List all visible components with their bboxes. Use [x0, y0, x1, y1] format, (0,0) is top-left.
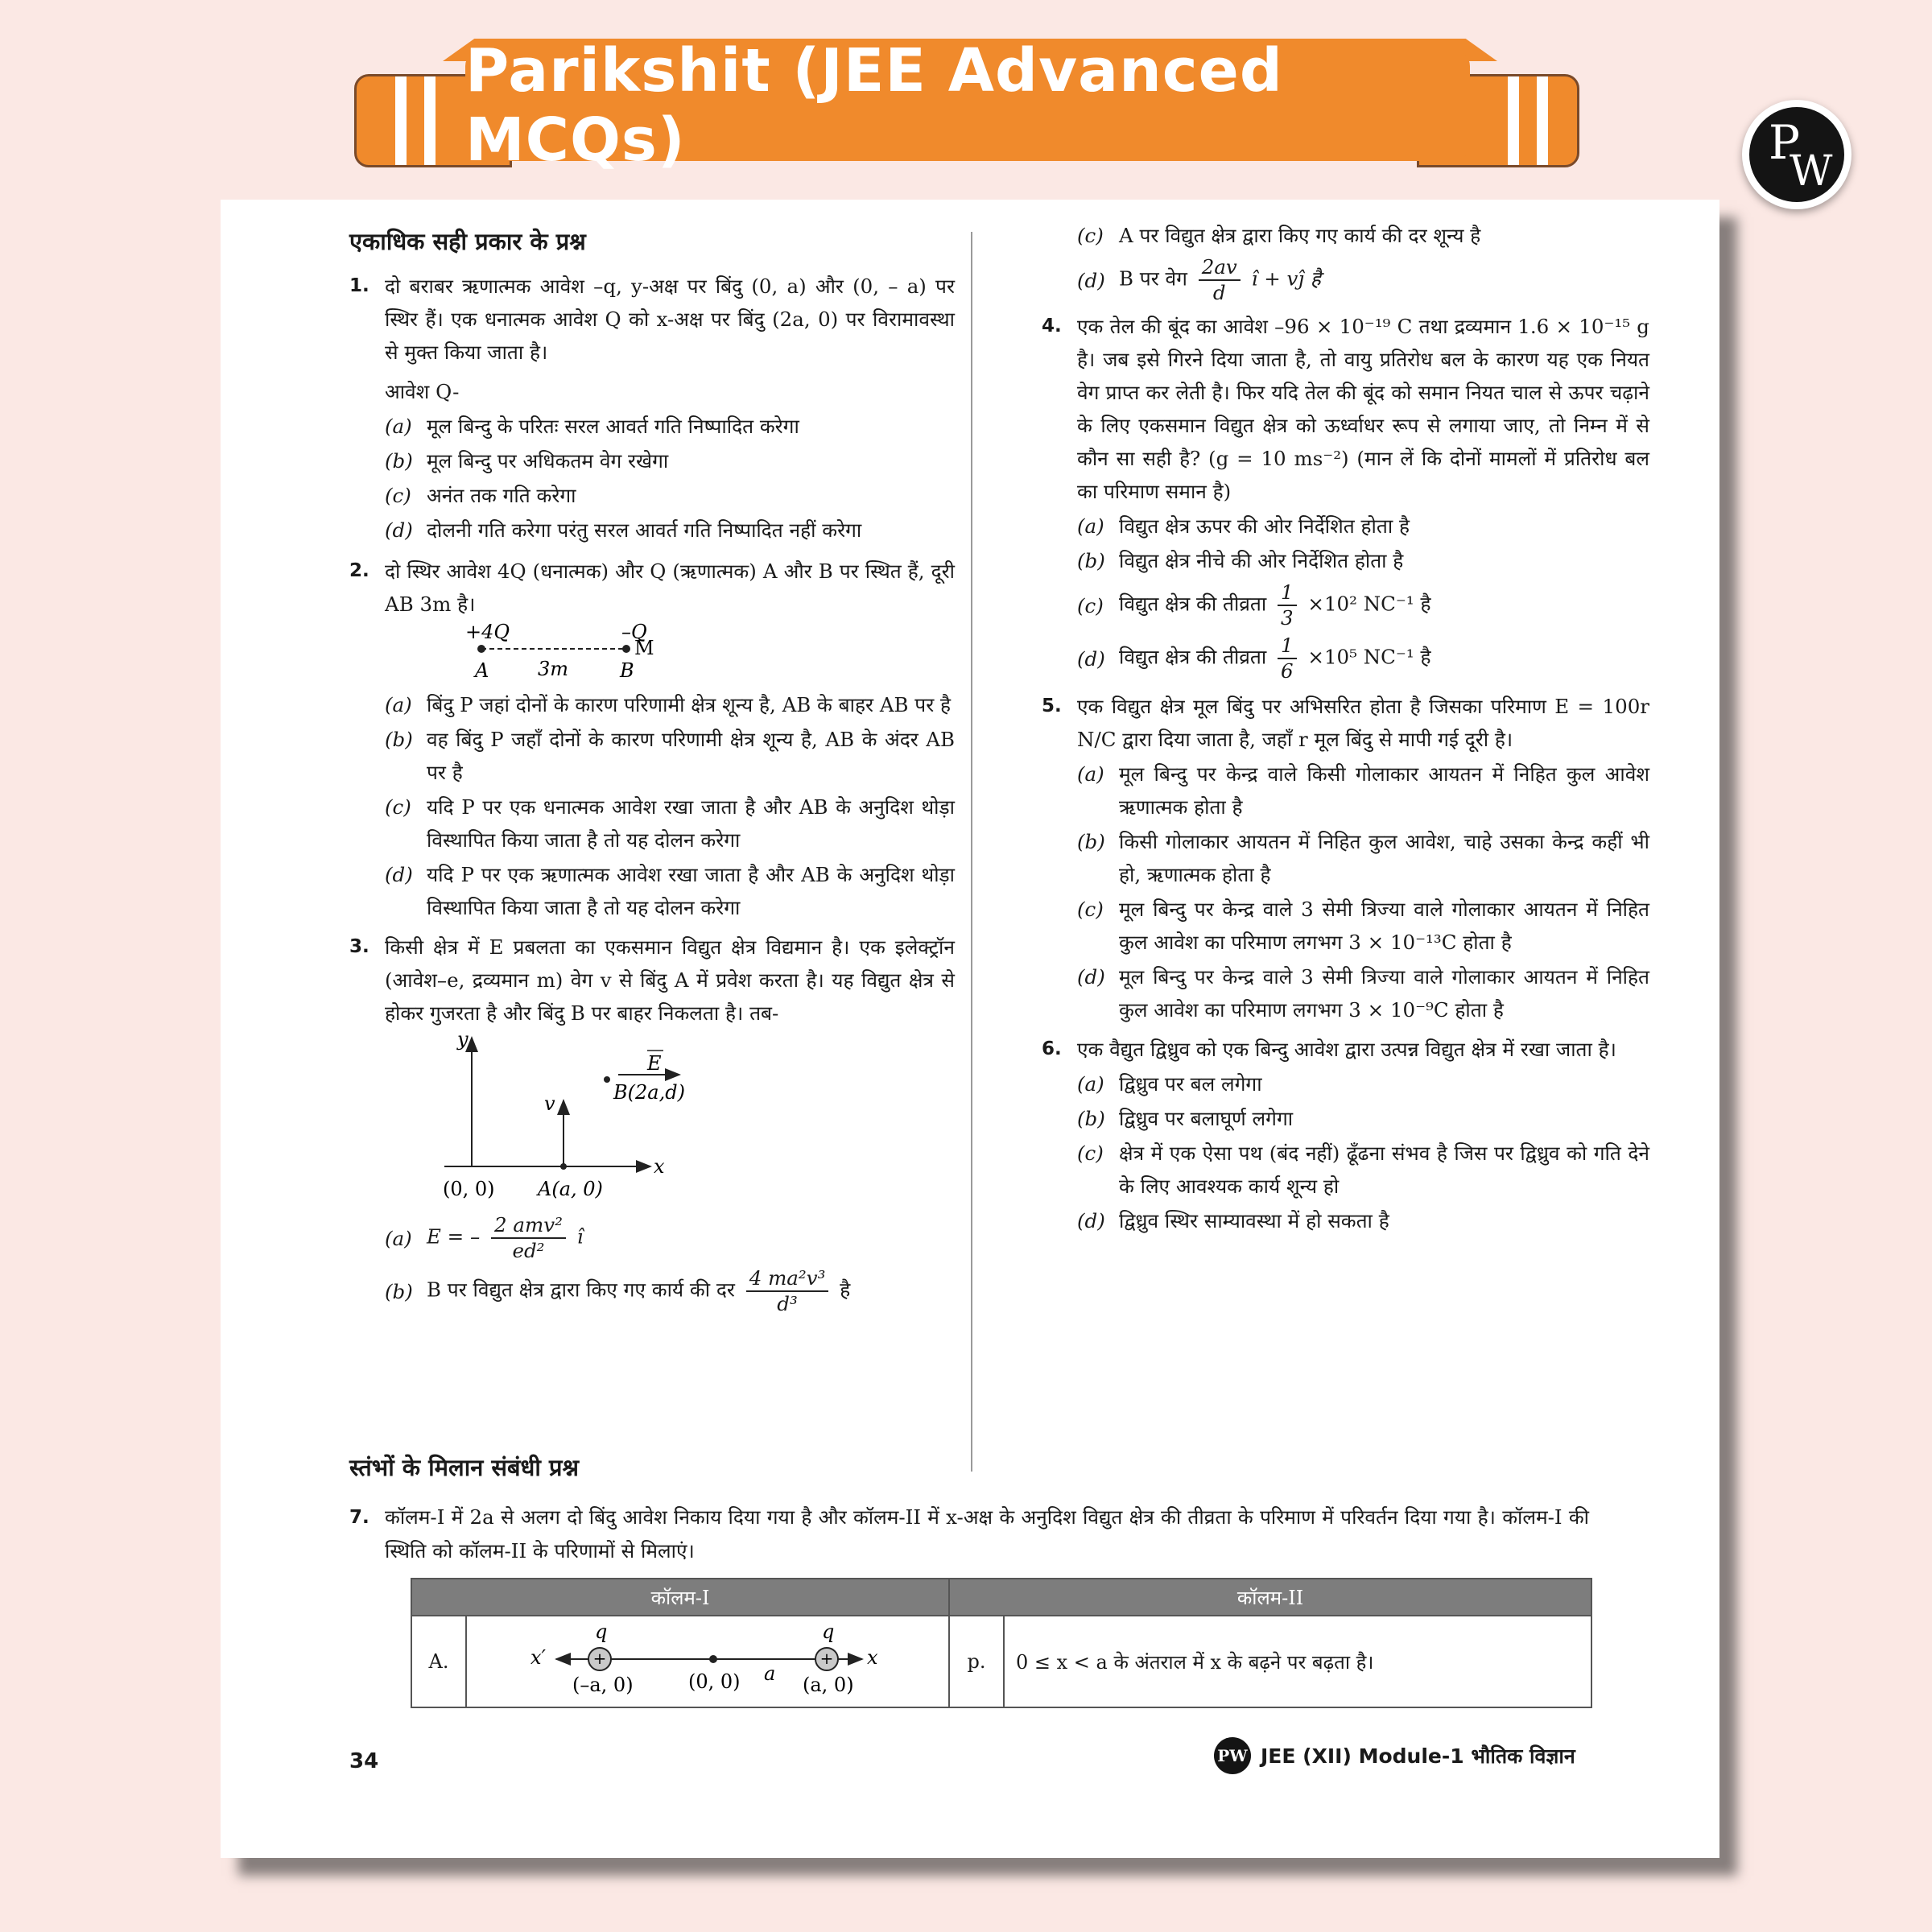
option-d-end: î + vĵ है — [1251, 266, 1321, 291]
option-label: (a) — [385, 415, 412, 438]
field-label: E — [647, 1052, 662, 1075]
charges-diagram — [385, 621, 955, 687]
option-text: दोलनी गति करेगा परंतु सरल आवर्त गति निष्पादित नहीं करेगा — [427, 518, 862, 542]
section-title-multiple-correct: एकाधिक सही प्रकार के प्रश्न — [349, 228, 586, 255]
charge-1-position: (–a, 0) — [572, 1674, 634, 1696]
right-column — [1042, 217, 1649, 1237]
option-c — [385, 791, 955, 857]
option-label: (a) — [1077, 1072, 1104, 1096]
footer-brand — [1214, 1737, 1575, 1774]
banner-stripe — [395, 76, 407, 165]
question-2 — [349, 555, 955, 621]
formula-lhs: E = – — [427, 1224, 481, 1249]
charge-1-label: q — [595, 1620, 608, 1643]
option-text: किसी गोलाकार आयतन में निहित कुल आवेश, चाहे उसका केन्द्र कहीं भी हो, ऋणात्मक होता है — [1119, 830, 1649, 886]
fraction-denominator: d — [1212, 281, 1226, 304]
m-label: M — [634, 637, 654, 659]
charge-1-sign: + — [592, 1649, 607, 1668]
option-label: (c) — [1077, 593, 1104, 617]
option-text: विद्युत क्षेत्र ऊपर की ओर निर्देशित होता है — [1119, 514, 1410, 538]
option-a — [385, 1213, 955, 1263]
option-c-text: विद्युत क्षेत्र की तीव्रता — [1119, 592, 1267, 616]
option-label: (d) — [1077, 268, 1105, 292]
option-d-text: विद्युत क्षेत्र की तीव्रता — [1119, 645, 1267, 669]
option-a — [385, 410, 955, 443]
option-text: मूल बिन्दु पर अधिकतम वेग रखेगा — [427, 449, 669, 473]
x-label: x — [867, 1646, 878, 1669]
question-number: 2. — [349, 560, 369, 581]
option-c — [1077, 1137, 1649, 1203]
y-axis-label: y — [457, 1030, 469, 1051]
option-label: (a) — [1077, 514, 1104, 538]
option-a — [1077, 1067, 1649, 1100]
option-text: मूल बिन्दु पर केन्द्र वाले किसी गोलाकार आयतन में निहित कुल आवेश ऋणात्मक होता है — [1119, 762, 1649, 819]
x-axis-label: x — [654, 1155, 665, 1178]
column-divider — [971, 232, 972, 1472]
charges-diagram-svg — [385, 621, 707, 687]
question-3 — [349, 931, 955, 1030]
option-b — [1077, 544, 1649, 577]
question-number: 3. — [349, 936, 369, 957]
option-b — [385, 723, 955, 789]
option-text: वह बिंदु P जहाँ दोनों के कारण परिणामी क्षेत्र शून्य है, AB के अंदर AB पर है — [427, 728, 955, 784]
question-text: एक तेल की बूंद का आवेश –96 × 10⁻¹⁹ C तथा द्रव्यमान 1.6 × 10⁻¹⁵ g है। जब इसे गिरने दिया जाता है, तो वायु प्रतिरोध बल के कारण यह एक नियत वेग प्राप्त कर लेती है। फिर यदि तेल की बूंद को समान नियत चाल से ऊपर चढ़ाने के लिए एकसमान विद्युत क्षेत्र को ऊर्ध्वाधर रूप से लगाया जाए, तो निम्न में से कौन सा सही है? (g = 10 ms⁻²) (मान लें कि दोनों मामलों में प्रतिरोध बल का परिमाण समान है) — [1077, 315, 1649, 503]
pw-logo-mark — [1749, 107, 1844, 202]
fraction-denominator: ed² — [512, 1239, 545, 1262]
charge-system-diagram — [468, 1617, 947, 1701]
table-row — [411, 1616, 1591, 1707]
question-text: कॉलम-I में 2a से अलग दो बिंदु आवेश निकाय दिया गया है और कॉलम-II में x-अक्ष के अनुदिश विद्युत क्षेत्र की तीव्रता के परिमाण में परिवर्तन दिया गया है। कॉलम-I की स्थिति को कॉलम-II के परिणामों से मिलाएं। — [385, 1505, 1589, 1563]
option-label: (d) — [1077, 965, 1105, 989]
question-text: दो स्थिर आवेश 4Q (धनात्मक) और Q (ऋणात्मक) A और B पर स्थित हैं, दूरी AB 3m है। — [385, 559, 955, 616]
option-text — [1119, 580, 1649, 630]
option-label: (c) — [1077, 224, 1104, 247]
fraction-numerator: 1 — [1278, 580, 1297, 606]
option-label: (a) — [385, 1226, 412, 1250]
point-a-dot — [560, 1163, 567, 1170]
option-text: द्विध्रुव पर बलाघूर्ण लगेगा — [1119, 1107, 1294, 1130]
option-d — [1077, 960, 1649, 1026]
field-diagram — [385, 1030, 955, 1208]
origin-position: (0, 0) — [688, 1670, 741, 1693]
column-1-cell — [466, 1616, 949, 1707]
option-text: विद्युत क्षेत्र नीचे की ओर निर्देशित होता है — [1119, 549, 1404, 572]
banner-stripe — [1508, 76, 1519, 165]
option-label: (b) — [1077, 830, 1105, 853]
question-number: 7. — [349, 1507, 369, 1528]
fraction — [1199, 255, 1241, 305]
right-charge-label: –Q — [621, 621, 647, 643]
option-label: (d) — [385, 863, 413, 886]
fraction-denominator: 3 — [1281, 606, 1294, 630]
left-column — [349, 225, 955, 1316]
option-label: (b) — [385, 449, 413, 473]
question-text: किसी क्षेत्र में E प्रबलता का एकसमान विद्युत क्षेत्र विद्यमान है। एक इलेक्ट्रॉन (आवेश–e, द्रव्यमान m) वेग v से बिंदु A में प्रवेश करता है। यह विद्युत क्षेत्र से होकर गुजरता है और बिंदु B पर बाहर निकलता है। तब- — [385, 935, 955, 1025]
banner-stripe — [1537, 76, 1548, 165]
option-label: (a) — [1077, 762, 1104, 786]
option-label: (b) — [385, 1279, 413, 1303]
option-label: (b) — [1077, 549, 1105, 572]
option-text — [1119, 255, 1649, 305]
option-label: (b) — [385, 728, 413, 751]
question-5 — [1042, 690, 1649, 756]
question-number: 1. — [349, 275, 369, 296]
point-b-dot — [622, 645, 630, 653]
option-label: (c) — [1077, 898, 1104, 921]
option-d-text: B पर वेग — [1119, 266, 1187, 291]
option-text: यदि P पर एक ऋणात्मक आवेश रखा जाता है और AB के अनुदिश थोड़ा विस्थापित किया जाता है तो यह दोलन करेगा — [427, 863, 955, 919]
question-number: 4. — [1042, 316, 1062, 336]
column-2-header: कॉलम-II — [949, 1579, 1591, 1616]
origin-label: (0, 0) — [443, 1178, 495, 1200]
option-c-end: ×10² NC⁻¹ है — [1307, 592, 1431, 616]
option-text — [1119, 634, 1649, 683]
point-b-label: B(2a,d) — [613, 1081, 685, 1104]
option-label: (d) — [1077, 646, 1105, 671]
option-text: मूल बिन्दु पर केन्द्र वाले 3 सेमी त्रिज्या वाले गोलाकार आयतन में निहित कुल आवेश का परिमाण लगभग 3 × 10⁻⁹C होता है — [1119, 965, 1649, 1022]
pw-logo-icon: PW — [1214, 1737, 1251, 1774]
charge-2-position: (a, 0) — [803, 1674, 854, 1696]
option-text: अनंत तक गति करेगा — [427, 484, 576, 507]
fraction-denominator: 6 — [1281, 659, 1294, 683]
option-label: (c) — [1077, 1141, 1104, 1165]
option-label: (c) — [385, 795, 411, 819]
question-text: एक वैद्युत द्विध्रुव को एक बिन्दु आवेश द्वारा उत्पन्न विद्युत क्षेत्र में रखा जाता है। — [1077, 1038, 1616, 1061]
fraction — [491, 1213, 566, 1263]
footer-brand-text: JEE (XII) Module-1 भौतिक विज्ञान — [1261, 1744, 1575, 1768]
option-text: क्षेत्र में एक ऐसा पथ (बंद नहीं) ढूँढना संभव है जिस पर द्विध्रुव को गति देने के लिए आवश्यक कार्य शून्य हो — [1119, 1141, 1649, 1198]
velocity-label: v — [544, 1092, 555, 1115]
point-b-dot — [604, 1076, 610, 1083]
banner — [465, 36, 1470, 175]
banner-title: Parikshit (JEE Advanced MCQs) — [465, 36, 1283, 175]
option-label: (d) — [1077, 1209, 1105, 1232]
distance-label: 3m — [538, 658, 569, 680]
point-a-dot — [477, 645, 485, 653]
option-b — [1077, 1102, 1649, 1135]
question-6 — [1042, 1033, 1649, 1066]
question-4 — [1042, 310, 1649, 508]
fraction — [1278, 634, 1297, 683]
option-label: (a) — [385, 693, 412, 716]
q3-option-d — [1077, 255, 1649, 305]
banner-stripe — [424, 76, 436, 165]
option-a — [1077, 758, 1649, 824]
row-label-p: p. — [949, 1616, 1004, 1707]
column-2-cell: 0 ≤ x < a के अंतराल में x के बढ़ने पर बढ़ता है। — [1004, 1616, 1591, 1707]
option-text: द्विध्रुव पर बल लगेगा — [1119, 1072, 1262, 1096]
origin-dot — [709, 1655, 717, 1663]
option-text: यदि P पर एक धनात्मक आवेश रखा जाता है और AB के अनुदिश थोड़ा विस्थापित किया जाता है तो यह दोलन करेगा — [427, 795, 955, 852]
field-diagram-svg — [385, 1030, 787, 1208]
option-c — [1077, 893, 1649, 959]
logo-letter-p: P — [1769, 115, 1801, 170]
charge-2-label: q — [822, 1620, 835, 1643]
book-page — [221, 200, 1719, 1858]
option-d — [1077, 1204, 1649, 1237]
question-number: 6. — [1042, 1038, 1062, 1059]
charge-2-sign: + — [819, 1649, 834, 1668]
option-a — [1077, 510, 1649, 543]
page-number: 34 — [349, 1749, 379, 1773]
question-number: 5. — [1042, 696, 1062, 716]
b-label: B — [620, 659, 634, 682]
option-label: (b) — [1077, 1107, 1105, 1130]
option-a — [385, 688, 955, 721]
fraction-numerator: 1 — [1278, 634, 1297, 659]
fraction — [746, 1266, 829, 1316]
option-b — [385, 1266, 955, 1316]
option-text: बिंदु P जहां दोनों के कारण परिणामी क्षेत्र शून्य है, AB के बाहर AB पर है — [427, 693, 952, 716]
fraction-denominator: d³ — [777, 1292, 798, 1315]
fraction-numerator: 2 amv² — [491, 1213, 566, 1239]
option-b — [385, 444, 955, 477]
unit-vector: î — [576, 1224, 584, 1249]
option-c — [385, 479, 955, 512]
option-d — [385, 858, 955, 924]
question-7 — [349, 1501, 1589, 1568]
option-d — [1077, 634, 1649, 683]
option-text — [427, 1213, 955, 1263]
option-b-end: है — [840, 1278, 851, 1302]
section-title-matching: स्तंभों के मिलान संबंधी प्रश्न — [349, 1454, 580, 1481]
option-b-text: B पर विद्युत क्षेत्र द्वारा किए गए कार्य की दर — [427, 1278, 735, 1302]
x-prime-label: x′ — [530, 1646, 546, 1669]
column-1-header: कॉलम-I — [411, 1579, 949, 1616]
option-c — [1077, 580, 1649, 630]
option-text: द्विध्रुव स्थिर साम्यावस्था में हो सकता है — [1119, 1209, 1389, 1232]
point-a-label: A(a, 0) — [538, 1178, 603, 1200]
question-text: दो बराबर ऋणात्मक आवेश –q, y-अक्ष पर बिंदु (0, a) और (0, – a) पर स्थिर हैं। एक धनात्मक आवेश Q को x-अक्ष पर बिंदु (2a, 0) पर विरामावस्था से मुक्त किया जाता है। — [385, 275, 955, 364]
option-d-end: ×10⁵ NC⁻¹ है — [1307, 645, 1431, 669]
option-label: (d) — [385, 518, 413, 542]
fraction-numerator: 2av — [1199, 255, 1241, 281]
option-text — [427, 1266, 955, 1316]
fraction-numerator: 4 ma²v³ — [746, 1266, 829, 1292]
match-table — [411, 1578, 1592, 1708]
logo-letter-w: W — [1790, 147, 1833, 196]
row-label-a: A. — [411, 1616, 466, 1707]
option-label: (c) — [385, 484, 411, 507]
distance-a-label: a — [764, 1662, 776, 1685]
option-d — [385, 514, 955, 547]
question-1 — [349, 270, 955, 369]
q3-option-c — [1077, 219, 1649, 252]
question-subtext: आवेश Q- — [385, 380, 460, 403]
option-b — [1077, 825, 1649, 891]
a-label: A — [475, 659, 489, 682]
fraction — [1278, 580, 1297, 630]
left-charge-label: +4Q — [465, 621, 510, 643]
question-text: एक विद्युत क्षेत्र मूल बिंदु पर अभिसरित होता है जिसका परिमाण E = 100r N/C द्वारा दिया जाता है, जहाँ r मूल बिंदु से मापी गई दूरी है। — [1077, 695, 1649, 751]
pw-logo — [1742, 100, 1852, 209]
option-text: मूल बिन्दु पर केन्द्र वाले 3 सेमी त्रिज्या वाले गोलाकार आयतन में निहित कुल आवेश का परिमाण लगभग 3 × 10⁻¹³C होता है — [1119, 898, 1649, 954]
option-text: मूल बिन्दु के परितः सरल आवर्त गति निष्पादित करेगा — [427, 415, 799, 438]
option-text: A पर विद्युत क्षेत्र द्वारा किए गए कार्य की दर शून्य है — [1119, 224, 1481, 247]
